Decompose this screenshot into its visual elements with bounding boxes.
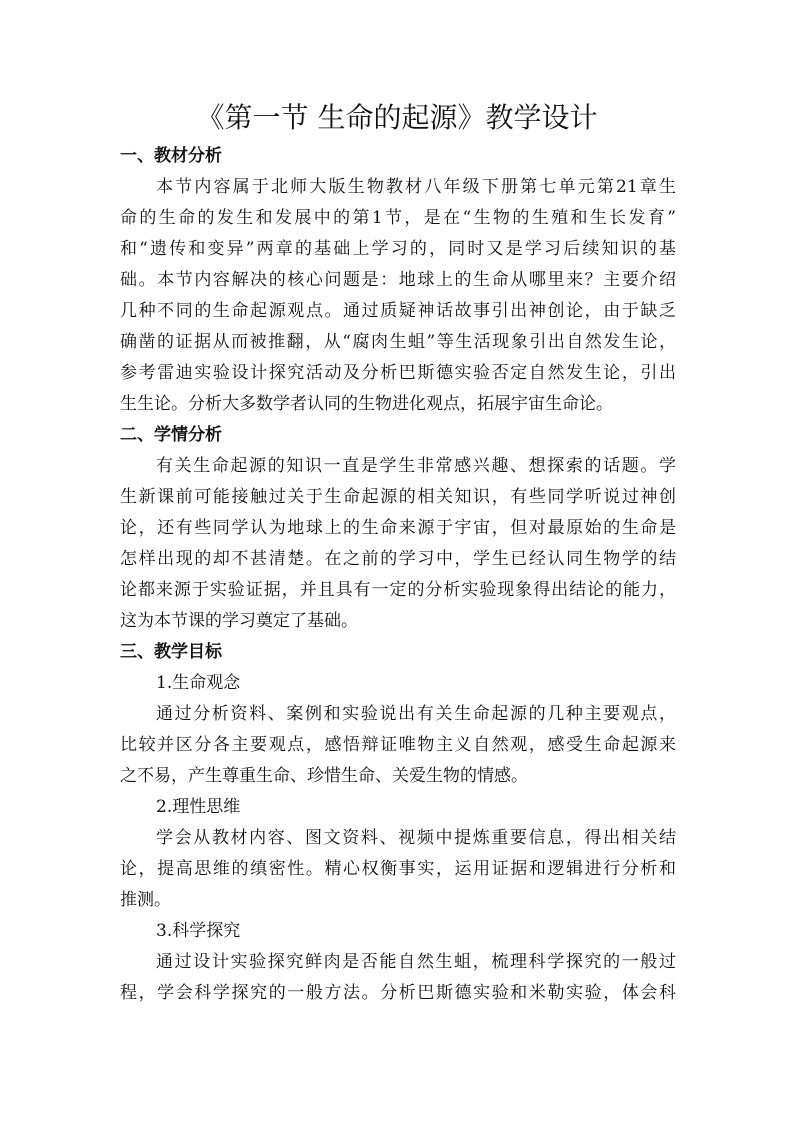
subsection-label-scientific-inquiry: 3.科学探究	[156, 921, 241, 941]
section-heading-textbook-analysis: 一、教材分析	[120, 146, 222, 166]
paragraph-rational-thinking	[120, 823, 676, 916]
text-line: 通过分析资料、案例和实验说出有关生命起源的几种主要观点，	[156, 704, 676, 724]
subsection-label-rational-thinking: 2.理性思维	[156, 797, 241, 817]
text-line: 确凿的证据从而被推翻，从“腐肉生蛆”等生活现象引出自然发生论，	[120, 332, 676, 352]
document-title: 《第一节 生命的起源》教学设计	[196, 101, 598, 134]
text-line: 学会从教材内容、图文资料、视频中提炼重要信息，得出相关结	[156, 828, 676, 848]
section-heading-teaching-goals: 三、教学目标	[120, 642, 222, 662]
text-line: 生生论。分析大多数学者认同的生物进化观点，拓展宇宙生命论。	[120, 394, 613, 414]
document-body	[120, 141, 676, 1009]
paragraph-scientific-inquiry	[120, 947, 676, 1009]
text-line: 这为本节课的学习奠定了基础。	[120, 611, 358, 631]
text-line: 论，还有些同学认为地球上的生命来源于宇宙，但对最原始的生命是	[120, 518, 676, 538]
paragraph-life-concept	[120, 699, 676, 792]
paragraph-textbook-analysis	[120, 172, 676, 420]
text-line: 参考雷迪实验设计探究活动及分析巴斯德实验否定自然发生论，引出	[120, 363, 676, 383]
text-line: 有关生命起源的知识一直是学生非常感兴趣、想探索的话题。学	[156, 456, 676, 476]
section-heading-learner-analysis: 二、学情分析	[120, 425, 222, 445]
paragraph-learner-analysis	[120, 451, 676, 637]
text-line: 和“遗传和变异”两章的基础上学习的，同时又是学习后续知识的基	[120, 239, 676, 259]
text-line: 命的生命的发生和发展中的第1节，是在“生物的生殖和生长发育”	[120, 208, 676, 228]
text-line: 本节内容属于北师大版生物教材八年级下册第七单元第21章生	[156, 177, 676, 197]
text-line: 几种不同的生命起源观点。通过质疑神话故事引出神创论，由于缺乏	[120, 301, 676, 321]
text-line: 础。本节内容解决的核心问题是：地球上的生命从哪里来？主要介绍	[120, 270, 676, 290]
subsection-label-life-concept: 1.生命观念	[156, 673, 241, 693]
text-line: 之不易，产生尊重生命、珍惜生命、关爱生物的情感。	[120, 766, 528, 786]
text-line: 程，学会科学探究的一般方法。分析巴斯德实验和米勒实验，体会科	[120, 983, 676, 1003]
text-line: 怎样出现的却不甚清楚。在之前的学习中，学生已经认同生物学的结	[120, 549, 676, 569]
text-line: 论都来源于实验证据，并且具有一定的分析实验现象得出结论的能力，	[120, 580, 676, 600]
text-line: 论，提高思维的缜密性。精心权衡事实，运用证据和逻辑进行分析和	[120, 859, 676, 879]
text-line: 比较并区分各主要观点，感悟辩证唯物主义自然观，感受生命起源来	[120, 735, 676, 755]
text-line: 生新课前可能接触过关于生命起源的相关知识，有些同学听说过神创	[120, 487, 676, 507]
text-line: 推测。	[120, 890, 171, 910]
text-line: 通过设计实验探究鲜肉是否能自然生蛆，梳理科学探究的一般过	[156, 952, 676, 972]
